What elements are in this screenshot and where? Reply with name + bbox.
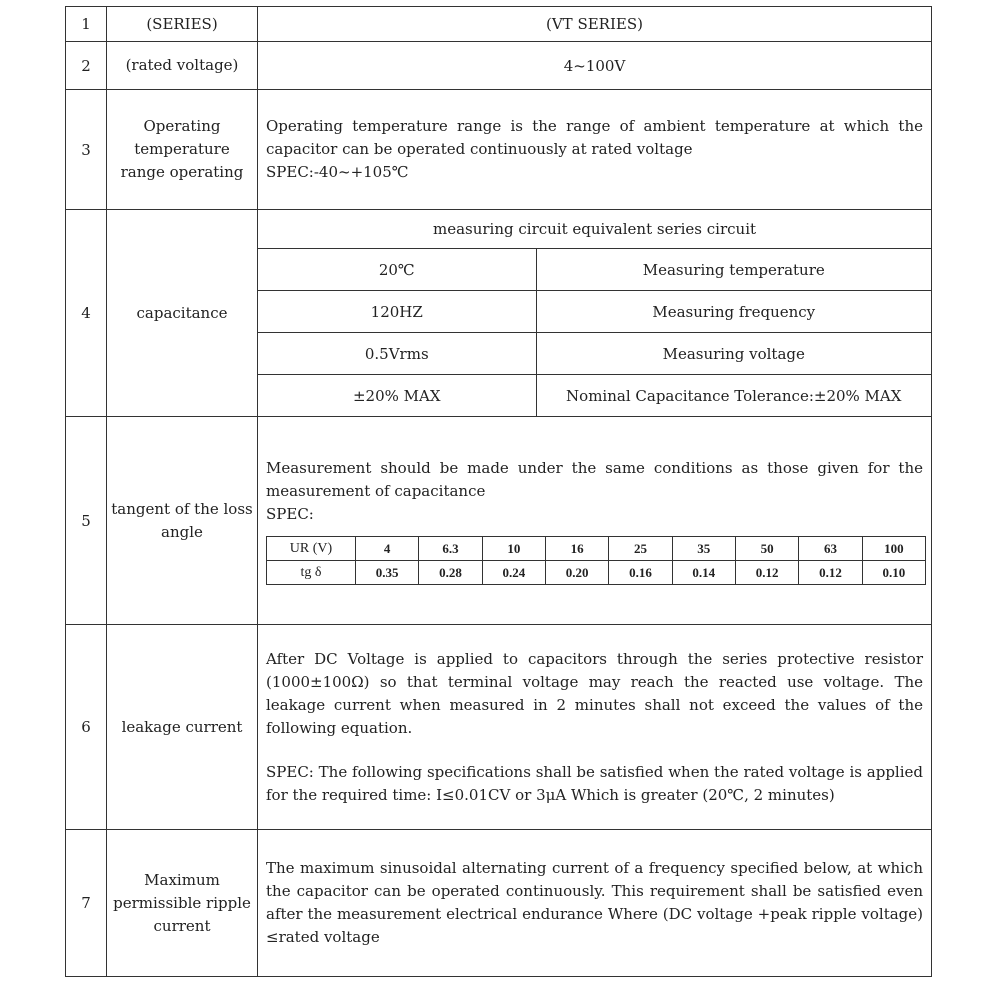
voltage-cell: 63 — [799, 536, 862, 560]
tg-delta-cell: 0.12 — [735, 560, 798, 584]
row-number: 3 — [66, 90, 107, 210]
measuring-conditions-table — [258, 210, 931, 416]
tg-delta-cell: 0.16 — [609, 560, 672, 584]
row-label: capacitance — [107, 210, 258, 417]
condition-description: Nominal Capacitance Tolerance:±20% MAX — [536, 375, 931, 416]
row-number: 1 — [66, 7, 107, 42]
row-label: Operating temperature range operating — [107, 90, 258, 210]
voltage-row-label: UR (V) — [267, 536, 356, 560]
leakage-current-cell — [258, 625, 932, 830]
measuring-circuit-header: measuring circuit equivalent series circuit — [258, 210, 931, 249]
tg-delta-row-label: tg δ — [267, 560, 356, 584]
condition-description: Measuring voltage — [536, 333, 931, 375]
condition-value: 0.5Vrms — [258, 333, 536, 375]
tg-delta-cell: 0.24 — [482, 560, 545, 584]
row-number: 4 — [66, 210, 107, 417]
tg-delta-cell: 0.20 — [545, 560, 608, 584]
row-capacitance — [66, 210, 932, 417]
description-text: Measurement should be made under the same conditions as those given for the measurement of capacitance — [266, 458, 923, 500]
voltage-cell: 10 — [482, 536, 545, 560]
series-value: (VT SERIES) — [258, 7, 932, 42]
row-number: 2 — [66, 42, 107, 90]
tg-delta-row — [267, 560, 926, 584]
row-loss-tangent — [66, 417, 932, 625]
tg-delta-cell: 0.14 — [672, 560, 735, 584]
condition-description: Measuring frequency — [536, 291, 931, 333]
loss-tangent-cell — [258, 417, 932, 625]
row-series — [66, 7, 932, 42]
row-leakage-current — [66, 625, 932, 830]
condition-description: Measuring temperature — [536, 249, 931, 291]
row-label: leakage current — [107, 625, 258, 830]
row-rated-voltage — [66, 42, 932, 90]
voltage-cell: 50 — [735, 536, 798, 560]
spec-label: SPEC: — [266, 504, 314, 523]
description-text: After DC Voltage is applied to capacitors through the series protective resistor (1000±100Ω) so that terminal voltage may reach the reacted use voltage. The leakage current when measured in 2 minutes shall not exceed the values of the following equation. — [266, 649, 923, 737]
condition-value: 20℃ — [258, 249, 536, 291]
description-text: The maximum sinusoidal alternating current of a frequency specified below, at which the capacitor can be operated continuously. This requirement shall be satisfied even after the measurement electrical endurance Where (DC voltage +peak ripple voltage) ≤rated voltage — [266, 859, 923, 946]
spec-table — [65, 6, 932, 977]
tg-delta-table — [266, 536, 926, 585]
voltage-row — [267, 536, 926, 560]
spec-text: SPEC: The following specifications shall be satisfied when the rated voltage is applied for the required time: I≤0.01CV or 3μA Which is greater (20℃, 2 minutes) — [266, 762, 923, 804]
row-ripple-current — [66, 830, 932, 977]
tg-delta-cell: 0.12 — [799, 560, 862, 584]
row-label: (SERIES) — [107, 7, 258, 42]
row-label: (rated voltage) — [107, 42, 258, 90]
spec-text: SPEC:-40~+105℃ — [266, 163, 409, 181]
rated-voltage-value: 4~100V — [258, 42, 932, 90]
voltage-cell: 6.3 — [419, 536, 482, 560]
tg-delta-cell: 0.28 — [419, 560, 482, 584]
voltage-cell: 35 — [672, 536, 735, 560]
voltage-cell: 4 — [356, 536, 419, 560]
condition-value: ±20% MAX — [258, 375, 536, 416]
operating-temperature-cell — [258, 90, 932, 210]
row-number: 5 — [66, 417, 107, 625]
voltage-cell: 25 — [609, 536, 672, 560]
voltage-cell: 16 — [545, 536, 608, 560]
tg-delta-cell: 0.35 — [356, 560, 419, 584]
voltage-cell: 100 — [862, 536, 925, 560]
capacitance-cell — [258, 210, 932, 417]
row-number: 7 — [66, 830, 107, 977]
row-label: Maximum permissible ripple current — [107, 830, 258, 977]
ripple-current-cell — [258, 830, 932, 977]
row-number: 6 — [66, 625, 107, 830]
condition-value: 120HZ — [258, 291, 536, 333]
tg-delta-cell: 0.10 — [862, 560, 925, 584]
description-text: Operating temperature range is the range of ambient temperature at which the capacitor can be operated continuously at rated voltage — [266, 117, 923, 158]
row-operating-temperature — [66, 90, 932, 210]
row-label: tangent of the loss angle — [107, 417, 258, 625]
